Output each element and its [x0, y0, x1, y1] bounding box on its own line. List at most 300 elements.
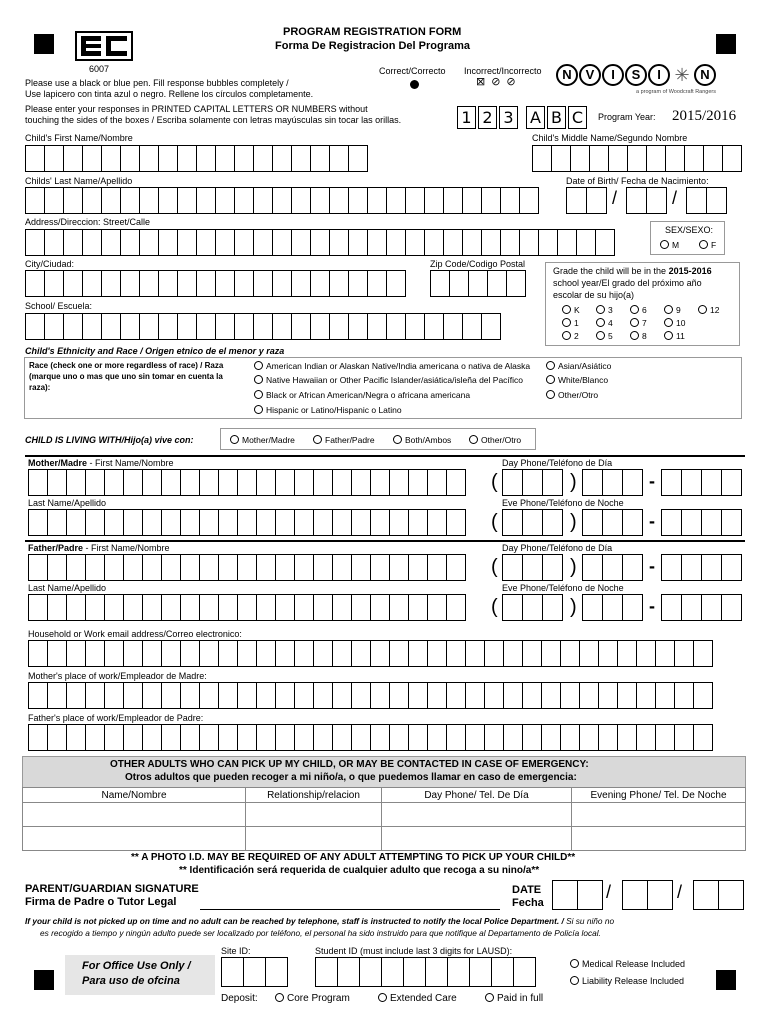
char-box[interactable] — [542, 469, 563, 496]
char-box[interactable] — [721, 509, 742, 536]
char-box[interactable] — [256, 594, 276, 621]
char-box[interactable] — [180, 509, 200, 536]
char-box[interactable] — [424, 229, 444, 256]
char-box[interactable] — [291, 270, 311, 297]
char-box[interactable] — [408, 509, 428, 536]
char-box[interactable] — [101, 270, 121, 297]
char-box[interactable] — [139, 229, 159, 256]
char-box[interactable] — [617, 640, 637, 667]
char-box[interactable] — [337, 957, 360, 987]
char-box[interactable] — [44, 270, 64, 297]
char-box[interactable] — [44, 187, 64, 214]
char-box[interactable] — [253, 145, 273, 172]
char-box[interactable] — [25, 270, 45, 297]
char-box[interactable] — [359, 957, 382, 987]
char-box[interactable] — [313, 469, 333, 496]
radio-bubble[interactable] — [596, 318, 605, 327]
grade-option[interactable] — [664, 331, 685, 341]
radio-bubble[interactable] — [664, 331, 673, 340]
char-box[interactable] — [502, 594, 523, 621]
char-box[interactable] — [332, 509, 352, 536]
char-box[interactable] — [582, 594, 603, 621]
char-box[interactable] — [370, 724, 390, 751]
char-box[interactable] — [674, 640, 694, 667]
char-box[interactable] — [681, 594, 702, 621]
char-box[interactable] — [218, 640, 238, 667]
char-box[interactable] — [557, 229, 577, 256]
char-box[interactable] — [123, 640, 143, 667]
prefix-boxes[interactable] — [582, 554, 642, 581]
char-box[interactable] — [721, 554, 742, 581]
radio-bubble[interactable] — [562, 318, 571, 327]
char-box[interactable] — [703, 145, 723, 172]
line-number-boxes[interactable] — [661, 554, 741, 581]
radio-bubble[interactable] — [570, 976, 579, 985]
table-cell[interactable] — [23, 827, 246, 851]
char-box[interactable] — [541, 640, 561, 667]
char-box[interactable] — [408, 640, 428, 667]
char-box[interactable] — [161, 724, 181, 751]
char-box[interactable] — [161, 469, 181, 496]
char-box[interactable] — [522, 469, 543, 496]
char-box[interactable] — [104, 724, 124, 751]
char-box[interactable] — [218, 682, 238, 709]
grade-option[interactable] — [630, 305, 647, 315]
char-box[interactable] — [405, 187, 425, 214]
char-box[interactable] — [199, 682, 219, 709]
char-box[interactable] — [718, 880, 744, 910]
char-box[interactable] — [408, 682, 428, 709]
char-box[interactable] — [469, 957, 492, 987]
char-box[interactable] — [465, 640, 485, 667]
char-box[interactable] — [693, 640, 713, 667]
sex-f-option[interactable] — [699, 240, 716, 250]
char-box[interactable] — [661, 554, 682, 581]
char-box[interactable] — [256, 682, 276, 709]
char-box[interactable] — [519, 187, 539, 214]
char-box[interactable] — [215, 313, 235, 340]
dob-day-boxes[interactable] — [626, 187, 666, 214]
char-box[interactable] — [291, 229, 311, 256]
char-box[interactable] — [199, 554, 219, 581]
char-box[interactable] — [158, 145, 178, 172]
char-box[interactable] — [502, 469, 523, 496]
char-box[interactable] — [199, 469, 219, 496]
char-box[interactable] — [674, 682, 694, 709]
char-box[interactable] — [291, 145, 311, 172]
char-box[interactable] — [370, 509, 390, 536]
char-box[interactable] — [256, 554, 276, 581]
radio-bubble[interactable] — [546, 375, 555, 384]
char-box[interactable] — [661, 509, 682, 536]
char-box[interactable] — [44, 313, 64, 340]
char-box[interactable] — [142, 682, 162, 709]
char-box[interactable] — [139, 313, 159, 340]
char-box[interactable] — [234, 229, 254, 256]
email-boxes[interactable] — [28, 640, 712, 667]
line-number-boxes[interactable] — [661, 469, 741, 496]
char-box[interactable] — [503, 724, 523, 751]
char-box[interactable] — [706, 187, 727, 214]
char-box[interactable] — [503, 640, 523, 667]
char-box[interactable] — [636, 724, 656, 751]
char-box[interactable] — [47, 469, 67, 496]
char-box[interactable] — [101, 313, 121, 340]
char-box[interactable] — [665, 145, 685, 172]
char-box[interactable] — [646, 187, 667, 214]
char-box[interactable] — [636, 640, 656, 667]
char-box[interactable] — [722, 145, 742, 172]
char-box[interactable] — [313, 554, 333, 581]
char-box[interactable] — [636, 682, 656, 709]
char-box[interactable] — [351, 509, 371, 536]
char-box[interactable] — [123, 682, 143, 709]
char-box[interactable] — [427, 724, 447, 751]
char-box[interactable] — [237, 640, 257, 667]
char-box[interactable] — [256, 724, 276, 751]
char-box[interactable] — [158, 187, 178, 214]
radio-bubble[interactable] — [699, 240, 708, 249]
char-box[interactable] — [348, 270, 368, 297]
char-box[interactable] — [313, 682, 333, 709]
char-box[interactable] — [291, 187, 311, 214]
char-box[interactable] — [234, 313, 254, 340]
char-box[interactable] — [462, 229, 482, 256]
char-box[interactable] — [661, 469, 682, 496]
char-box[interactable] — [608, 145, 628, 172]
char-box[interactable] — [25, 313, 45, 340]
char-box[interactable] — [63, 187, 83, 214]
char-box[interactable] — [28, 724, 48, 751]
char-box[interactable] — [66, 469, 86, 496]
char-box[interactable] — [310, 313, 330, 340]
char-box[interactable] — [462, 187, 482, 214]
char-box[interactable] — [85, 554, 105, 581]
char-box[interactable] — [28, 509, 48, 536]
char-box[interactable] — [602, 594, 623, 621]
char-box[interactable] — [329, 313, 349, 340]
char-box[interactable] — [104, 509, 124, 536]
char-box[interactable] — [47, 554, 67, 581]
area-code-boxes[interactable] — [502, 554, 562, 581]
char-box[interactable] — [313, 724, 333, 751]
char-box[interactable] — [622, 469, 643, 496]
char-box[interactable] — [310, 187, 330, 214]
char-box[interactable] — [622, 880, 648, 910]
char-box[interactable] — [123, 554, 143, 581]
char-box[interactable] — [560, 640, 580, 667]
address-boxes[interactable] — [25, 229, 614, 256]
char-box[interactable] — [598, 682, 618, 709]
char-box[interactable] — [389, 724, 409, 751]
char-box[interactable] — [655, 682, 675, 709]
radio-bubble[interactable] — [596, 331, 605, 340]
radio-bubble[interactable] — [562, 305, 571, 314]
char-box[interactable] — [582, 509, 603, 536]
radio-bubble[interactable] — [254, 361, 263, 370]
table-cell[interactable] — [572, 827, 746, 851]
char-box[interactable] — [446, 509, 466, 536]
radio-bubble[interactable] — [630, 331, 639, 340]
char-box[interactable] — [28, 554, 48, 581]
char-box[interactable] — [313, 594, 333, 621]
char-box[interactable] — [405, 313, 425, 340]
char-box[interactable] — [28, 594, 48, 621]
char-box[interactable] — [332, 554, 352, 581]
char-box[interactable] — [142, 554, 162, 581]
father-first-name-boxes[interactable] — [28, 554, 465, 581]
radio-bubble[interactable] — [313, 435, 322, 444]
char-box[interactable] — [351, 469, 371, 496]
char-box[interactable] — [256, 469, 276, 496]
char-box[interactable] — [542, 554, 563, 581]
char-box[interactable] — [681, 554, 702, 581]
char-box[interactable] — [427, 509, 447, 536]
char-box[interactable] — [560, 682, 580, 709]
char-box[interactable] — [82, 187, 102, 214]
char-box[interactable] — [446, 594, 466, 621]
char-box[interactable] — [180, 469, 200, 496]
char-box[interactable] — [218, 554, 238, 581]
deposit-option[interactable] — [275, 993, 350, 1004]
char-box[interactable] — [28, 469, 48, 496]
char-box[interactable] — [370, 640, 390, 667]
char-box[interactable] — [446, 554, 466, 581]
char-box[interactable] — [272, 270, 292, 297]
char-box[interactable] — [389, 469, 409, 496]
char-box[interactable] — [275, 509, 295, 536]
char-box[interactable] — [44, 229, 64, 256]
char-box[interactable] — [447, 957, 470, 987]
char-box[interactable] — [408, 724, 428, 751]
char-box[interactable] — [221, 957, 244, 987]
char-box[interactable] — [294, 509, 314, 536]
char-box[interactable] — [294, 594, 314, 621]
char-box[interactable] — [237, 509, 257, 536]
char-box[interactable] — [721, 469, 742, 496]
radio-bubble[interactable] — [485, 993, 494, 1002]
child-first-name-boxes[interactable] — [25, 145, 367, 172]
date-year-boxes[interactable] — [693, 880, 743, 910]
char-box[interactable] — [427, 554, 447, 581]
char-box[interactable] — [560, 724, 580, 751]
table-cell[interactable] — [23, 803, 246, 827]
race-option[interactable] — [254, 361, 530, 371]
char-box[interactable] — [481, 229, 501, 256]
sex-m-option[interactable] — [660, 240, 679, 250]
char-box[interactable] — [139, 270, 159, 297]
table-cell[interactable] — [572, 803, 746, 827]
char-box[interactable] — [161, 682, 181, 709]
char-box[interactable] — [47, 594, 67, 621]
char-box[interactable] — [28, 640, 48, 667]
char-box[interactable] — [370, 554, 390, 581]
char-box[interactable] — [389, 682, 409, 709]
char-box[interactable] — [180, 724, 200, 751]
char-box[interactable] — [101, 229, 121, 256]
char-box[interactable] — [199, 724, 219, 751]
char-box[interactable] — [123, 594, 143, 621]
char-box[interactable] — [199, 509, 219, 536]
char-box[interactable] — [63, 313, 83, 340]
table-cell[interactable] — [382, 803, 572, 827]
char-box[interactable] — [82, 145, 102, 172]
char-box[interactable] — [66, 594, 86, 621]
char-box[interactable] — [237, 469, 257, 496]
char-box[interactable] — [196, 270, 216, 297]
char-box[interactable] — [275, 682, 295, 709]
char-box[interactable] — [627, 145, 647, 172]
char-box[interactable] — [234, 187, 254, 214]
char-box[interactable] — [215, 187, 235, 214]
char-box[interactable] — [313, 640, 333, 667]
char-box[interactable] — [47, 640, 67, 667]
char-box[interactable] — [120, 270, 140, 297]
race-option[interactable] — [546, 361, 611, 371]
char-box[interactable] — [443, 229, 463, 256]
radio-bubble[interactable] — [546, 361, 555, 370]
radio-bubble[interactable] — [254, 375, 263, 384]
radio-bubble[interactable] — [254, 390, 263, 399]
char-box[interactable] — [367, 270, 387, 297]
radio-bubble[interactable] — [230, 435, 239, 444]
char-box[interactable] — [294, 682, 314, 709]
char-box[interactable] — [85, 469, 105, 496]
char-box[interactable] — [104, 682, 124, 709]
char-box[interactable] — [310, 270, 330, 297]
char-box[interactable] — [47, 509, 67, 536]
char-box[interactable] — [552, 880, 578, 910]
char-box[interactable] — [598, 640, 618, 667]
char-box[interactable] — [617, 682, 637, 709]
char-box[interactable] — [63, 145, 83, 172]
char-box[interactable] — [430, 270, 450, 297]
char-box[interactable] — [522, 594, 543, 621]
grade-option[interactable] — [562, 331, 579, 341]
char-box[interactable] — [256, 640, 276, 667]
char-box[interactable] — [291, 313, 311, 340]
char-box[interactable] — [275, 594, 295, 621]
char-box[interactable] — [481, 313, 501, 340]
char-box[interactable] — [256, 509, 276, 536]
char-box[interactable] — [465, 724, 485, 751]
char-box[interactable] — [120, 187, 140, 214]
prefix-boxes[interactable] — [582, 509, 642, 536]
char-box[interactable] — [104, 469, 124, 496]
char-box[interactable] — [484, 640, 504, 667]
char-box[interactable] — [332, 682, 352, 709]
char-box[interactable] — [576, 229, 596, 256]
radio-bubble[interactable] — [546, 390, 555, 399]
char-box[interactable] — [253, 187, 273, 214]
char-box[interactable] — [465, 682, 485, 709]
char-box[interactable] — [542, 509, 563, 536]
char-box[interactable] — [602, 554, 623, 581]
char-box[interactable] — [370, 682, 390, 709]
char-box[interactable] — [120, 313, 140, 340]
char-box[interactable] — [142, 640, 162, 667]
char-box[interactable] — [253, 229, 273, 256]
char-box[interactable] — [44, 145, 64, 172]
char-box[interactable] — [237, 724, 257, 751]
char-box[interactable] — [329, 187, 349, 214]
char-box[interactable] — [294, 724, 314, 751]
char-box[interactable] — [522, 682, 542, 709]
char-box[interactable] — [681, 469, 702, 496]
char-box[interactable] — [294, 640, 314, 667]
char-box[interactable] — [120, 145, 140, 172]
char-box[interactable] — [405, 229, 425, 256]
char-box[interactable] — [503, 682, 523, 709]
char-box[interactable] — [424, 187, 444, 214]
char-box[interactable] — [351, 682, 371, 709]
char-box[interactable] — [332, 640, 352, 667]
char-box[interactable] — [85, 509, 105, 536]
char-box[interactable] — [25, 187, 45, 214]
char-box[interactable] — [484, 724, 504, 751]
char-box[interactable] — [66, 509, 86, 536]
char-box[interactable] — [367, 313, 387, 340]
char-box[interactable] — [180, 554, 200, 581]
char-box[interactable] — [693, 724, 713, 751]
char-box[interactable] — [275, 554, 295, 581]
date-month-boxes[interactable] — [552, 880, 602, 910]
char-box[interactable] — [196, 145, 216, 172]
char-box[interactable] — [85, 594, 105, 621]
char-box[interactable] — [446, 469, 466, 496]
table-row[interactable] — [23, 827, 746, 851]
char-box[interactable] — [522, 640, 542, 667]
child-last-name-boxes[interactable] — [25, 187, 538, 214]
char-box[interactable] — [701, 469, 722, 496]
char-box[interactable] — [177, 145, 197, 172]
char-box[interactable] — [655, 640, 675, 667]
char-box[interactable] — [408, 594, 428, 621]
char-box[interactable] — [348, 187, 368, 214]
char-box[interactable] — [82, 229, 102, 256]
char-box[interactable] — [28, 682, 48, 709]
char-box[interactable] — [123, 469, 143, 496]
grade-option[interactable] — [664, 318, 685, 328]
char-box[interactable] — [646, 145, 666, 172]
char-box[interactable] — [425, 957, 448, 987]
char-box[interactable] — [389, 640, 409, 667]
char-box[interactable] — [66, 724, 86, 751]
deposit-option[interactable] — [378, 993, 457, 1004]
living-with-option[interactable] — [393, 435, 451, 445]
char-box[interactable] — [82, 270, 102, 297]
char-box[interactable] — [199, 640, 219, 667]
char-box[interactable] — [158, 313, 178, 340]
radio-bubble[interactable] — [393, 435, 402, 444]
char-box[interactable] — [427, 469, 447, 496]
mother-first-name-boxes[interactable] — [28, 469, 465, 496]
char-box[interactable] — [502, 554, 523, 581]
char-box[interactable] — [351, 724, 371, 751]
char-box[interactable] — [123, 509, 143, 536]
char-box[interactable] — [234, 270, 254, 297]
race-option[interactable] — [546, 375, 608, 385]
char-box[interactable] — [101, 187, 121, 214]
radio-bubble[interactable] — [378, 993, 387, 1002]
char-box[interactable] — [158, 270, 178, 297]
char-box[interactable] — [500, 187, 520, 214]
char-box[interactable] — [85, 724, 105, 751]
char-box[interactable] — [177, 313, 197, 340]
mother-work-boxes[interactable] — [28, 682, 712, 709]
char-box[interactable] — [104, 554, 124, 581]
char-box[interactable] — [487, 270, 507, 297]
